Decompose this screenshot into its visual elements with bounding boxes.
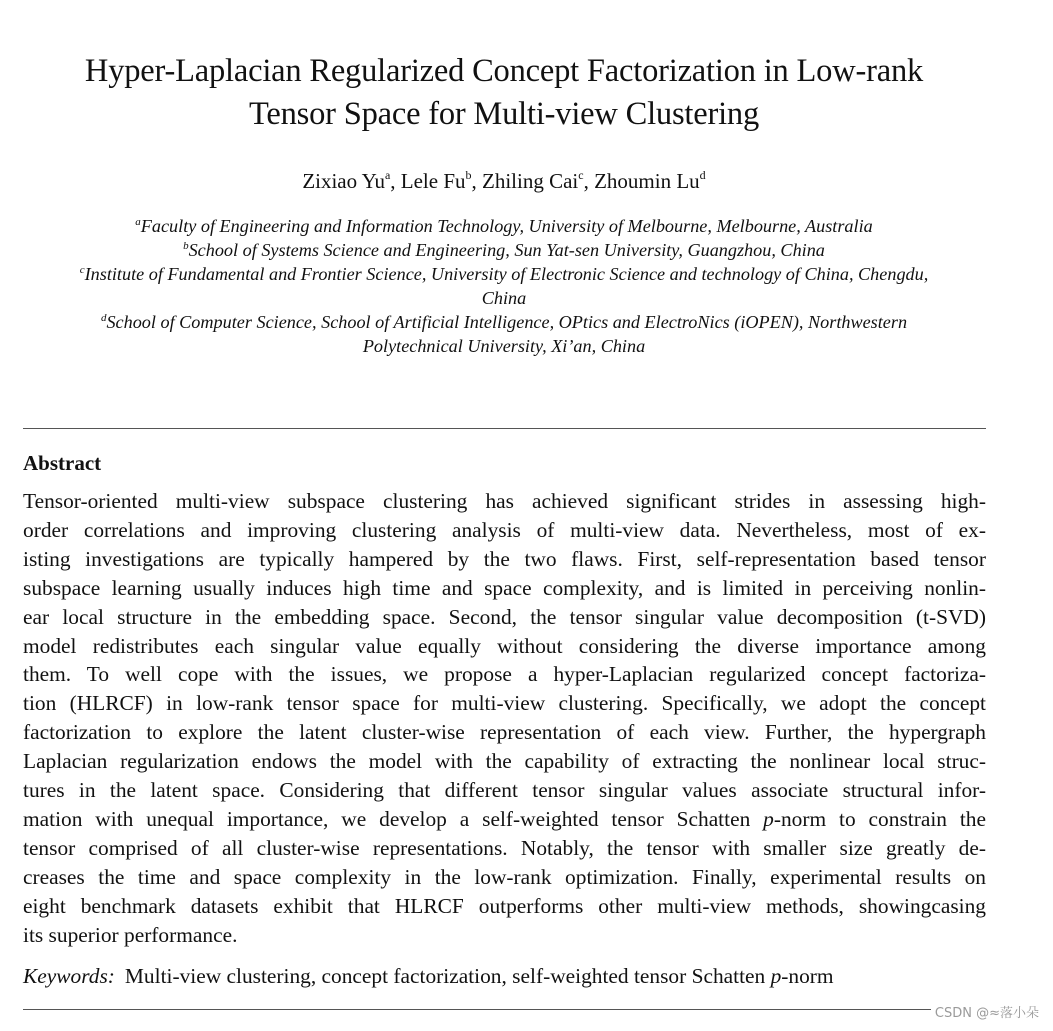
affiliation-a (0, 214, 1008, 238)
author-mark: a (384, 168, 391, 182)
abstract-line: tures in the latent space. Considering that different tensor singular values associate structural infor- (23, 778, 986, 803)
author-separator: , (390, 169, 401, 193)
abstract-line: its superior performance. (23, 922, 238, 947)
author-separator: , (583, 169, 595, 193)
abstract-line: creases the time and space complexity in the low-rank optimization. Finally, experimental results on (23, 864, 986, 889)
bottom-divider (23, 1009, 986, 1010)
author-name: Zhoumin Lu (594, 169, 700, 193)
affiliation-d-cont: Polytechnical University, Xi’an, China (362, 336, 646, 356)
abstract-line: them. To well cope with the issues, we propose a hyper-Laplacian regularized concept factoriza- (23, 662, 986, 687)
author-mark: b (465, 168, 472, 182)
affiliation-text: Faculty of Engineering and Information Technology, University of Melbourne, Melbourne, Australia (140, 216, 873, 236)
author-list (0, 167, 1008, 195)
affiliation-text: School of Systems Science and Engineering, Sun Yat-sen University, Guangzhou, China (188, 240, 825, 260)
keywords-text-end: -norm (781, 964, 834, 988)
title-line-1: Hyper-Laplacian Regularized Concept Factorization in Low-rank (84, 53, 924, 89)
author-mark: d (699, 168, 706, 182)
affiliation-c-cont: China (481, 288, 527, 308)
abstract-line: isting investigations are typically hampered by the two flaws. First, self-representation based tensor (23, 546, 986, 571)
author-name: Zhiling Cai (482, 169, 579, 193)
abstract-line: order correlations and improving clustering analysis of multi-view data. Nevertheless, most of ex- (23, 517, 986, 542)
abstract-line: tion (HLRCF) in low-rank tensor space for multi-view clustering. Specifically, we adopt the concept (23, 691, 986, 716)
math-variable-p: p (770, 964, 782, 988)
affiliations (0, 214, 1008, 358)
abstract-line: Tensor-oriented multi-view subspace clustering has achieved significant strides in assessing high- (23, 489, 986, 513)
author-name: Lele Fu (400, 169, 466, 193)
affiliation-mark: b (183, 240, 189, 252)
affiliation-d (0, 310, 1008, 334)
abstract-line (23, 805, 986, 834)
affiliation-mark: c (79, 264, 85, 276)
affiliation-c (0, 262, 1008, 286)
math-variable-p: p (763, 806, 774, 831)
paper-title (0, 50, 1008, 136)
abstract-line: Laplacian regularization endows the model with the capability of extracting the nonlinear local struc- (23, 749, 986, 774)
author-separator: , (471, 169, 483, 193)
abstract-body (23, 487, 986, 950)
affiliation-mark: a (135, 216, 141, 228)
keywords-text: Multi-view clustering, concept factorization, self-weighted tensor Schatten (124, 964, 771, 988)
affiliation-b (0, 238, 1008, 262)
abstract-line: model redistributes each singular value equally without considering the diverse importance among (23, 633, 986, 658)
keywords (23, 962, 834, 990)
affiliation-mark: d (100, 312, 107, 324)
abstract-line: factorization to explore the latent cluster-wise representation of each view. Further, the hypergraph (23, 720, 986, 745)
abstract-heading: Abstract (23, 451, 102, 475)
abstract-line: subspace learning usually induces high time and space complexity, and is limited in perceiving nonlin- (23, 575, 986, 600)
title-line-2: Tensor Space for Multi-view Clustering (248, 96, 760, 132)
csdn-watermark: CSDN @≈落小朵 (931, 1002, 1039, 1021)
affiliation-text: Institute of Fundamental and Frontier Science, University of Electronic Science and technology of China, Chengdu, (84, 264, 929, 284)
abstract-line: ear local structure in the embedding space. Second, the tensor singular value decomposition (t-SVD) (23, 604, 986, 629)
abstract-line: eight benchmark datasets exhibit that HLRCF outperforms other multi-view methods, showingcasing (23, 893, 986, 918)
abstract-text: mation with unequal importance, we develop a self-weighted tensor Schatten (23, 806, 764, 831)
affiliation-text: School of Computer Science, School of Artificial Intelligence, OPtics and ElectroNics (iOPEN), Northwestern (106, 312, 908, 332)
keywords-label: Keywords: (23, 964, 115, 988)
author-name: Zixiao Yu (302, 169, 385, 193)
abstract-text: -norm to constrain the (773, 806, 986, 831)
author-mark: c (578, 168, 584, 182)
abstract-line: tensor comprised of all cluster-wise representations. Notably, the tensor with smaller size greatly de- (23, 835, 986, 860)
top-divider (23, 428, 986, 429)
